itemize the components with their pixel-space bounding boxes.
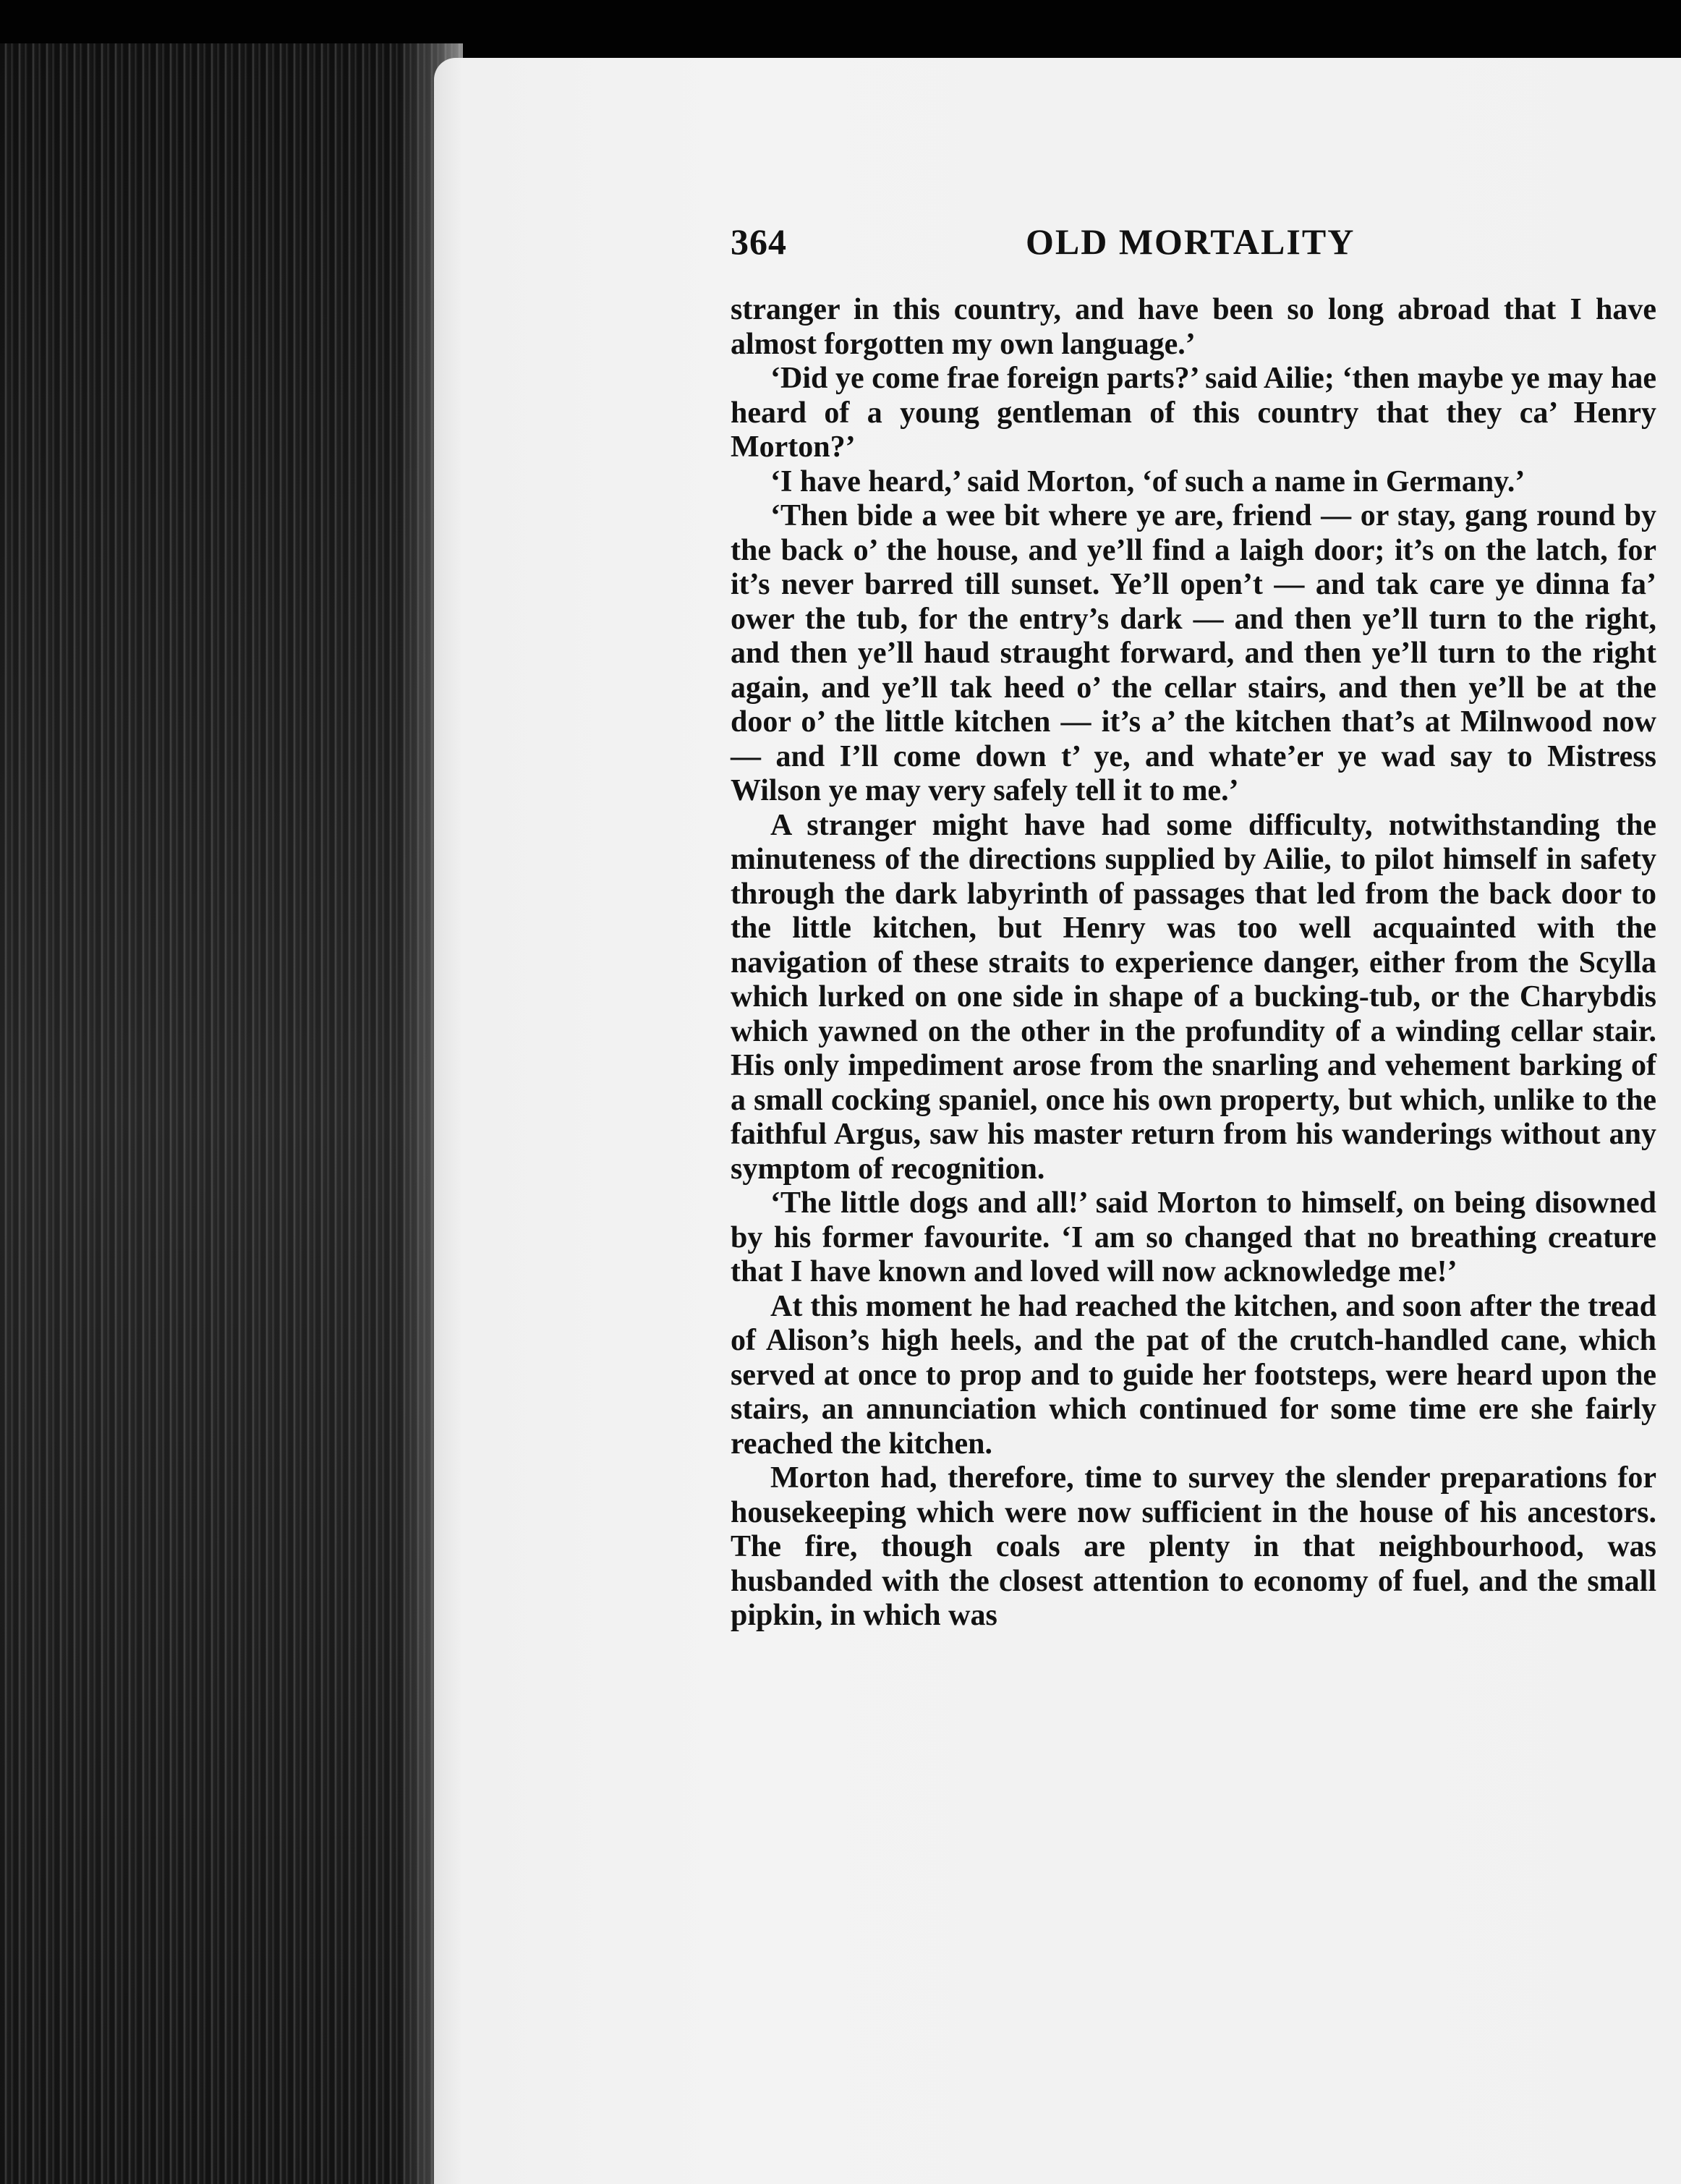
paragraph: Morton had, therefore, time to survey the slender preparations for housekeeping which were now sufficient in the house of his ancestors. The fire, though coals are plenty in that neighbourhood, was husbanded with the closest attention to economy of fuel, and the small pipkin, in which was: [731, 1461, 1656, 1632]
paragraph: ‘Did ye come frae foreign parts?’ said Ailie; ‘then maybe ye may hae heard of a young gentleman of this country that they ca’ Henry Morton?’: [731, 362, 1656, 464]
running-title: OLD MORTALITY: [1026, 221, 1356, 262]
paragraph: ‘Then bide a wee bit where ye are, friend — or stay, gang round by the back o’ the house, and ye’ll find a laigh door; it’s on the latch, for it’s never barred till sunset. Ye’ll open’t — and tak care ye dinna fa’ ower the tub, for the entry’s dark — and then ye’ll turn to the right, and then ye’ll haud straught forward, and then ye’ll turn to the right again, and ye’ll tak heed o’ the cellar stairs, and then ye’ll be at the door o’ the little kitchen — it’s a’ the kitchen that’s at Milnwood now — and I’ll come down t’ ye, and whate’er ye wad say to Mistress Wilson ye may very safely tell it to me.’: [731, 499, 1656, 807]
body-text: [731, 293, 1656, 1633]
paragraph: At this moment he had reached the kitchen, and soon after the tread of Alison’s high heels, and the pat of the crutch-handled cane, which served at once to prop and to guide her footsteps, were heard upon the stairs, an annunciation which continued for some time ere she fairly reached the kitchen.: [731, 1289, 1656, 1461]
page-number: 364: [731, 221, 787, 262]
paragraph: ‘I have heard,’ said Morton, ‘of such a name in Germany.’: [770, 464, 1525, 498]
paragraph: A stranger might have had some difficulty, notwithstanding the minuteness of the directions supplied by Ailie, to pilot himself in safety through the dark labyrinth of passages that led from the back door to the little kitchen, but Henry was too well acquainted with the navigation of these straits to experience danger, either from the Scylla which lurked on one side in shape of a bucking-tub, or the Charybdis which yawned on the other in the profundity of a winding cellar stair. His only impediment arose from the snarling and vehement barking of a small cocking spaniel, once his own property, but which, unlike to the faithful Argus, saw his master return from his wanderings without any symptom of recognition.: [731, 808, 1656, 1186]
paragraph: stranger in this country, and have been so long abroad that I have almost forgotten my own language.’: [731, 293, 1656, 361]
page-header: [731, 221, 1671, 279]
paragraph: ‘The little dogs and all!’ said Morton to himself, on being disowned by his former favourite. ‘I am so changed that no breathing creature that I have known and loved will now acknowledge me!’: [731, 1186, 1656, 1288]
book-edge: [0, 43, 463, 2184]
